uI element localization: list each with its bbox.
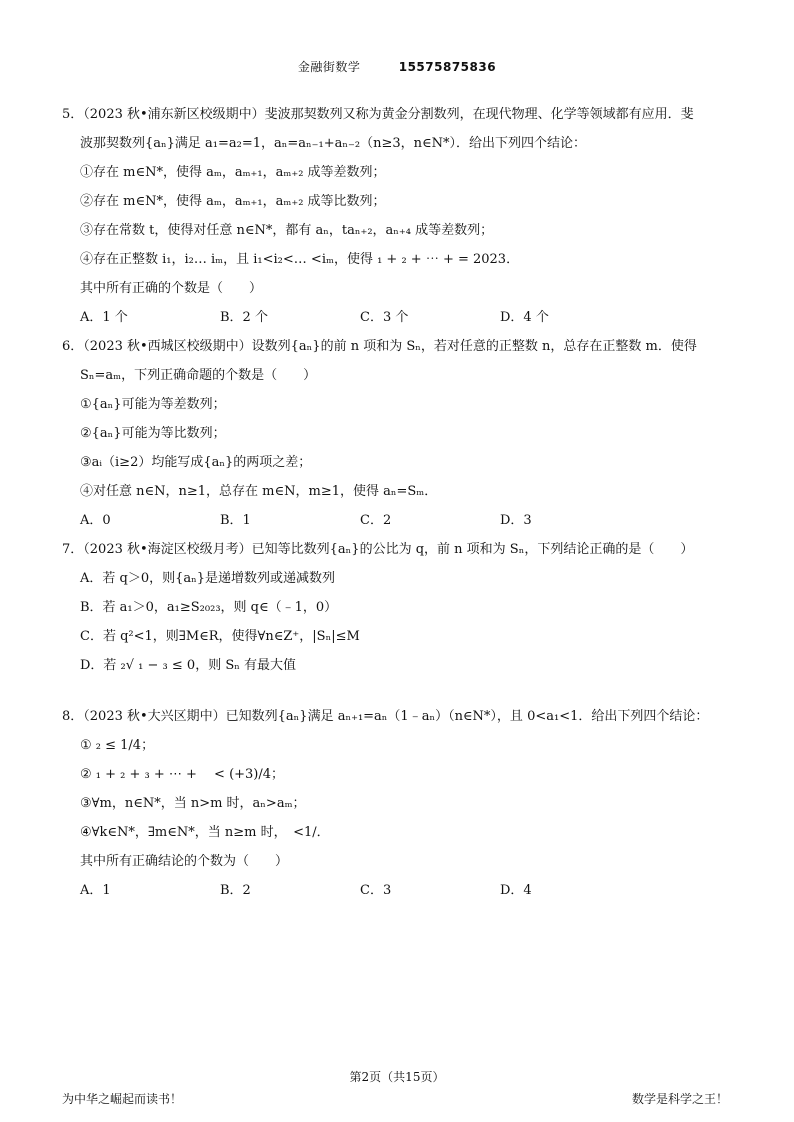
q8-statement-1: ① ₂ ≤ 1/4； xyxy=(80,738,155,753)
q6-stem-line-2: Sₙ=aₘ，下列正确命题的个数是（ ） xyxy=(80,368,317,383)
q5-options xyxy=(62,303,734,332)
q5-stem-line-1: 5．（2023 秋•浦东新区校级期中）斐波那契数列又称为黄金分割数列，在现代物理、化学等领域都有应用．斐 xyxy=(62,107,694,122)
q7-option-a: A．若 q＞0，则{aₙ}是递增数列或递减数列 xyxy=(80,571,336,586)
q5-option-b: B．2 个 xyxy=(220,310,268,325)
q6-options xyxy=(62,506,734,535)
footer-motto-right: 数学是科学之王！ xyxy=(631,1092,728,1106)
spacer xyxy=(62,680,734,702)
q8-option-d: D．4 xyxy=(500,883,532,898)
q6-option-a: A．0 xyxy=(80,513,111,528)
q8-statement-3: ③∀m，n∈N*，当 n>m 时，aₙ>aₘ； xyxy=(80,796,306,811)
q7-option-d: D．若 ₂√ ₁ − ₃ ≤ 0，则 Sₙ 有最大值 xyxy=(80,658,296,673)
footer-motto-left: 为中华之崛起而读书！ xyxy=(62,1092,183,1106)
q8-option-a: A．1 xyxy=(80,883,111,898)
q5-option-a: A．1 个 xyxy=(80,310,128,325)
q5-stem-line-2: 波那契数列{aₙ}满足 a₁=a₂=1，aₙ=aₙ₋₁+aₙ₋₂（n≥3，n∈N*）．给出下列四个结论： xyxy=(80,136,586,151)
q5-statement-3: ③存在常数 t，使得对任意 n∈N*，都有 aₙ，taₙ₊₂，aₙ₊₄ 成等差数列； xyxy=(80,223,494,238)
q6-option-c: C．2 xyxy=(360,513,392,528)
q6-stem-line-1: 6．（2023 秋•西城区校级期中）设数列{aₙ}的前 n 项和为 Sₙ，若对任意的正整数 n，总存在正整数 m．使得 xyxy=(62,339,697,354)
page-header xyxy=(0,58,794,75)
q7-option-c: C．若 q²<1，则∃M∈R，使得∀n∈Z⁺，|Sₙ|≤M xyxy=(80,629,360,644)
q8-statement-4: ④∀k∈N*，∃m∈N*，当 n≥m 时， <1/． xyxy=(80,825,330,840)
q5-statement-1: ①存在 m∈N*，使得 aₘ，aₘ₊₁，aₘ₊₂ 成等差数列； xyxy=(80,165,386,180)
q6-statement-4: ④对任意 n∈N，n≥1，总存在 m∈N，m≥1，使得 aₙ=Sₘ． xyxy=(80,484,438,499)
q5-option-c: C．3 个 xyxy=(360,310,409,325)
page-number: 第2页（共15页） xyxy=(349,1070,445,1084)
q8-option-b: B．2 xyxy=(220,883,251,898)
q8-question: 其中所有正确结论的个数为（ ） xyxy=(80,854,289,869)
q7-stem-line-1: 7．（2023 秋•海淀区校级月考）已知等比数列{aₙ}的公比为 q，前 n 项和为 Sₙ，下列结论正确的是（ ） xyxy=(62,542,694,557)
header-phone: 15575875836 xyxy=(398,60,497,74)
q5-statement-2: ②存在 m∈N*，使得 aₘ，aₘ₊₁，aₘ₊₂ 成等比数列； xyxy=(80,194,386,209)
q5-option-d: D．4 个 xyxy=(500,310,549,325)
question-7 xyxy=(62,535,734,680)
q8-options xyxy=(62,876,734,905)
q8-stem-line-1: 8．（2023 秋•大兴区期中）已知数列{aₙ}满足 aₙ₊₁=aₙ（1﹣aₙ）（n∈N*），且 0<a₁<1．给出下列四个结论： xyxy=(62,709,709,724)
q8-statement-2: ② ₁ + ₂ + ₃ + ⋯ + < (+3)/4； xyxy=(80,767,285,782)
q6-statement-2: ②{aₙ}可能为等比数列； xyxy=(80,426,226,441)
q8-option-c: C．3 xyxy=(360,883,392,898)
q6-statement-1: ①{aₙ}可能为等差数列； xyxy=(80,397,226,412)
q6-option-d: D．3 xyxy=(500,513,532,528)
page-content xyxy=(62,100,734,905)
q5-statement-4: ④存在正整数 i₁，i₂… iₘ，且 i₁<i₂<… <iₘ，使得 ₁ + ₂ + ⋯ + = 2023． xyxy=(80,252,520,267)
q6-option-b: B．1 xyxy=(220,513,251,528)
header-title: 金融街数学 xyxy=(297,60,361,74)
question-5 xyxy=(62,100,734,332)
q6-statement-3: ③aᵢ（i≥2）均能写成{aₙ}的两项之差； xyxy=(80,455,312,470)
question-6 xyxy=(62,332,734,535)
q7-option-b: B．若 a₁＞0，a₁≥S₂₀₂₃，则 q∈（﹣1，0） xyxy=(80,600,338,615)
question-8 xyxy=(62,702,734,905)
q5-question: 其中所有正确的个数是（ ） xyxy=(80,281,263,296)
